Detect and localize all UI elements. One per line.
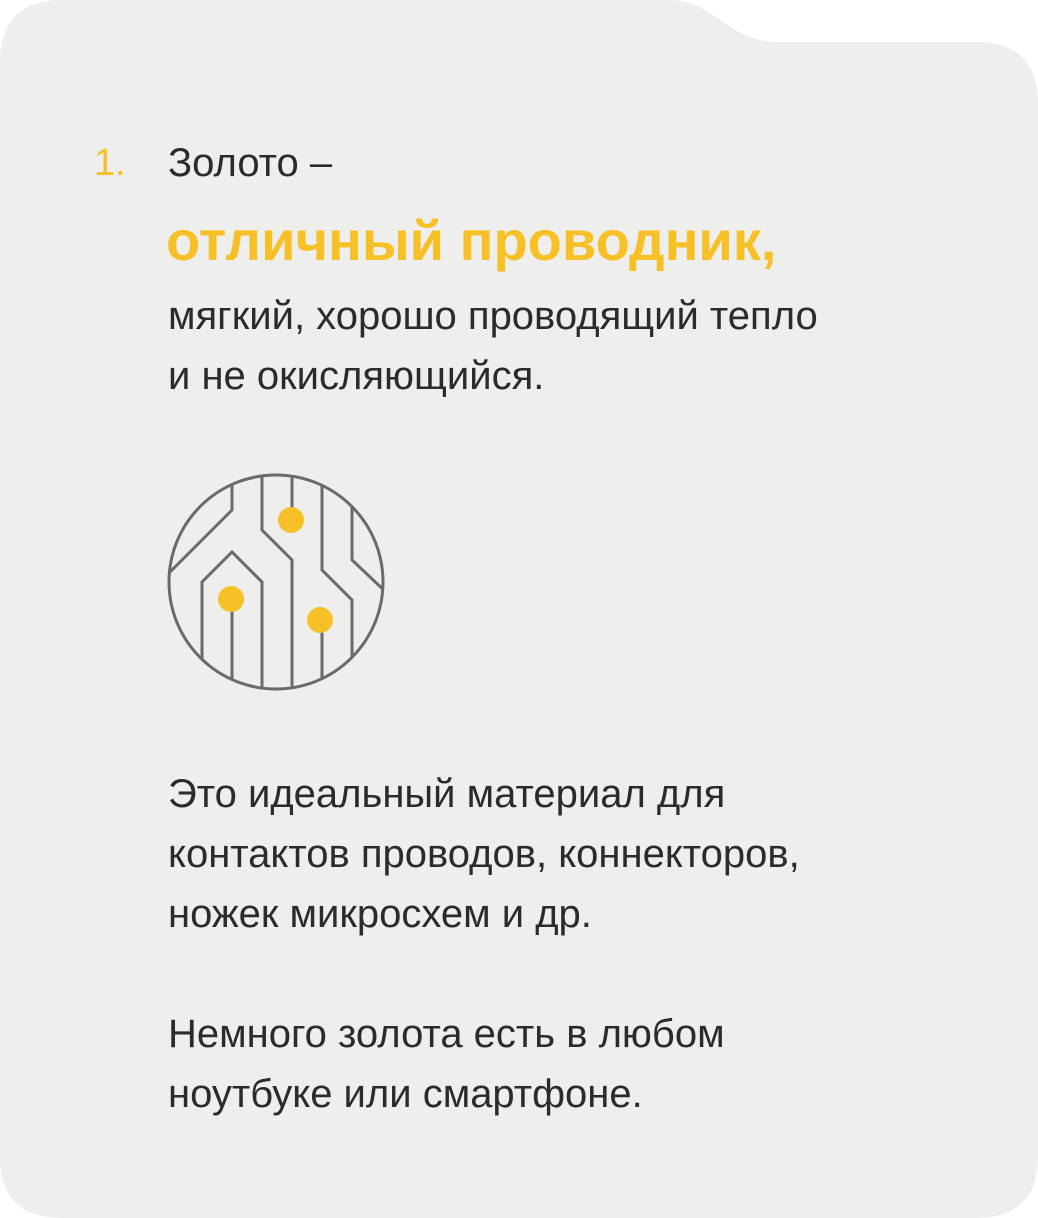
paragraph-usage xyxy=(168,764,988,944)
description-line: и не окисляющийся. xyxy=(168,354,545,398)
paragraph-line: контактов проводов, коннекторов, xyxy=(168,832,800,876)
paragraph-line: ноутбуке или смартфоне. xyxy=(168,1072,643,1116)
description-line: мягкий, хорошо проводящий тепло xyxy=(168,294,818,338)
paragraph-line: Немного золота есть в любом xyxy=(168,1012,725,1056)
paragraph-devices xyxy=(168,1004,988,1124)
circuit-node-dot xyxy=(218,586,244,612)
circuit-board-icon xyxy=(164,470,388,694)
list-item-description xyxy=(168,286,968,406)
list-item-highlight: отличный проводник, xyxy=(166,209,777,272)
paragraph-line: ножек микросхем и др. xyxy=(168,892,592,936)
circuit-node-dot xyxy=(307,607,333,633)
list-item-number: 1. xyxy=(94,142,126,184)
paragraph-line: Это идеальный материал для xyxy=(168,772,726,816)
list-item-lead: Золото – xyxy=(168,141,333,185)
circuit-node-dot xyxy=(278,507,304,533)
